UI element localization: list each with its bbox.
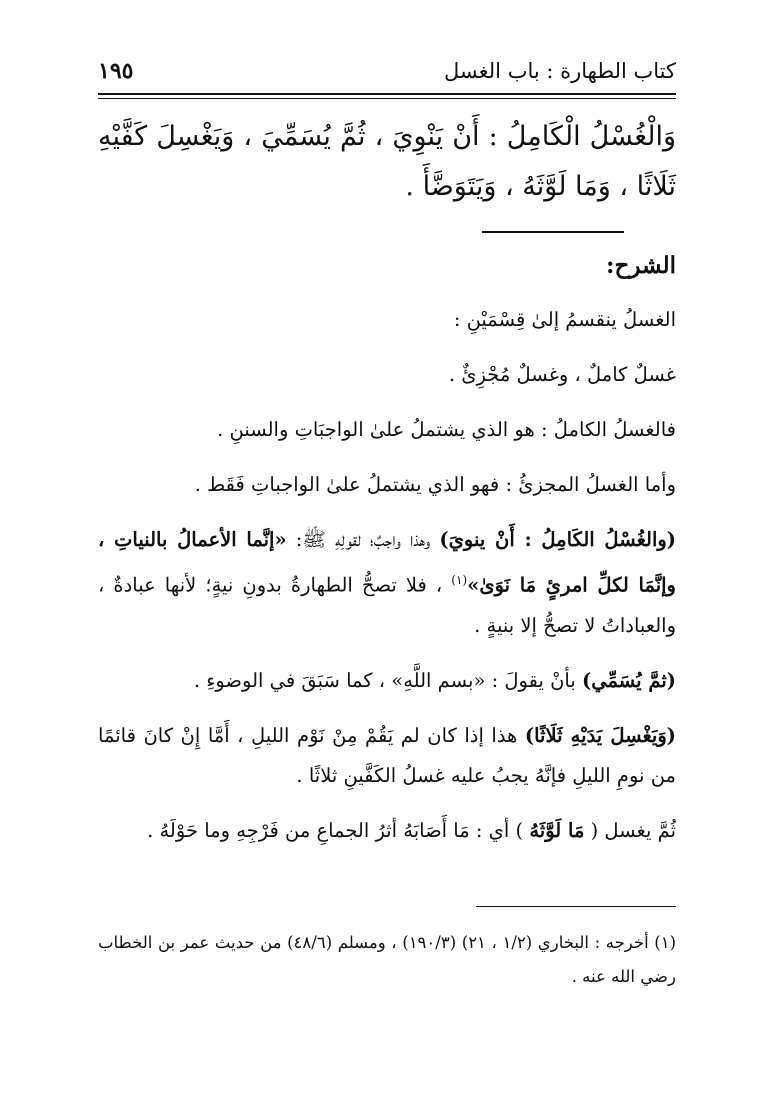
matn-quote-niyyah: (والغُسْلُ الكَامِلُ : أَنْ ينويَ) [439, 528, 677, 551]
paragraph-7-text: هذا إذا كان لم يَقُمْ مِنْ نَوْم الليلِ ، أَمَّا إِنْ كانَ قائمًا من نومِ الليلِ فإنَّهُ يجبُ عليه غسلُ الكَفَّينِ ثلاثًا . [98, 723, 676, 787]
matn-text: وَالْغُسْلُ الْكَامِلُ : أَنْ يَنْوِيَ ، ثُمَّ يُسَمِّيَ ، وَيَغْسِلَ كَفَّيْهِ ثَلَاثًا ، وَمَا لَوَّثَهُ ، وَيَتَوَضَّأَ . [98, 121, 676, 202]
book-title: كتاب الطهارة : باب الغسل [444, 59, 676, 83]
matn-quote-lawwathahu: مَا لَوَّثَهُ [529, 818, 585, 842]
sharh-body [98, 300, 676, 866]
matn-quote-hands: (وَيَغْسِلَ يَدَيْهِ ثَلَاثًا) [524, 723, 677, 747]
paragraph-8-text-b: ) أي : مَا أَصَابَهُ أثرُ الجماعِ من فَرْجِهِ وما حَوْلَهُ . [147, 818, 530, 842]
paragraph-5 [98, 520, 676, 646]
header-rule [98, 93, 676, 99]
paragraph-6-text: بأنْ يقولَ : «بسم اللَّهِ» ، كما سَبَقَ في الوضوءِ . [193, 668, 582, 692]
sharh-heading: الشرح: [606, 252, 676, 279]
paragraph-4: وأما الغسلُ المجزئُ : فهو الذي يشتملُ علىٰ الواجباتِ فَقَط . [194, 473, 676, 496]
footnote-separator [476, 906, 676, 907]
footnote: (١) أخرجه : البخاري (١/٢ ، ٢١) (١٩٠/٣) ، ومسلم (٤٨/٦) من حديث عمر بن الخطاب رضي الله عنه . [98, 933, 677, 986]
paragraph-8-text-a: ثُمَّ يغسل ( [584, 818, 676, 842]
running-header [98, 54, 676, 88]
paragraph-1: الغسلُ ينقسمُ إلىٰ قِسْمَيْنِ : [453, 308, 676, 331]
paragraph-5-text-b: ، فلا تصحُّ الطهارةُ بدونِ نيةٍ؛ لأنها عبادةٌ ، والعباداتُ لا تصحُّ إلا بنيةٍ . [98, 573, 676, 637]
matn-quote-tasmiya: (ثمَّ يُسَمِّي) [582, 668, 676, 692]
paragraph-7 [98, 716, 676, 796]
hadith-quote: «إنَّما الأعمالُ بالنياتِ ، وإنَّمَا لكلِّ امرئٍ مَا نَوَىٰ» [98, 528, 676, 597]
page-number: ١٩٥ [98, 58, 134, 84]
paragraph-8 [98, 811, 676, 851]
paragraph-3: فالغسلُ الكاملُ : هو الذي يشتملُ علىٰ الواجبَاتِ والسننِ . [217, 418, 676, 441]
paragraph-2: غسلٌ كاملٌ ، وغسلٌ مُجْزِئٌ . [448, 363, 676, 386]
footnote-ref[interactable]: (١) [451, 573, 468, 587]
matn-separator [482, 231, 624, 233]
paragraph-5-text-a: وهذا واجبٌ؛ لقولِهِ ﷺ: [286, 528, 440, 551]
paragraph-6 [98, 661, 676, 701]
